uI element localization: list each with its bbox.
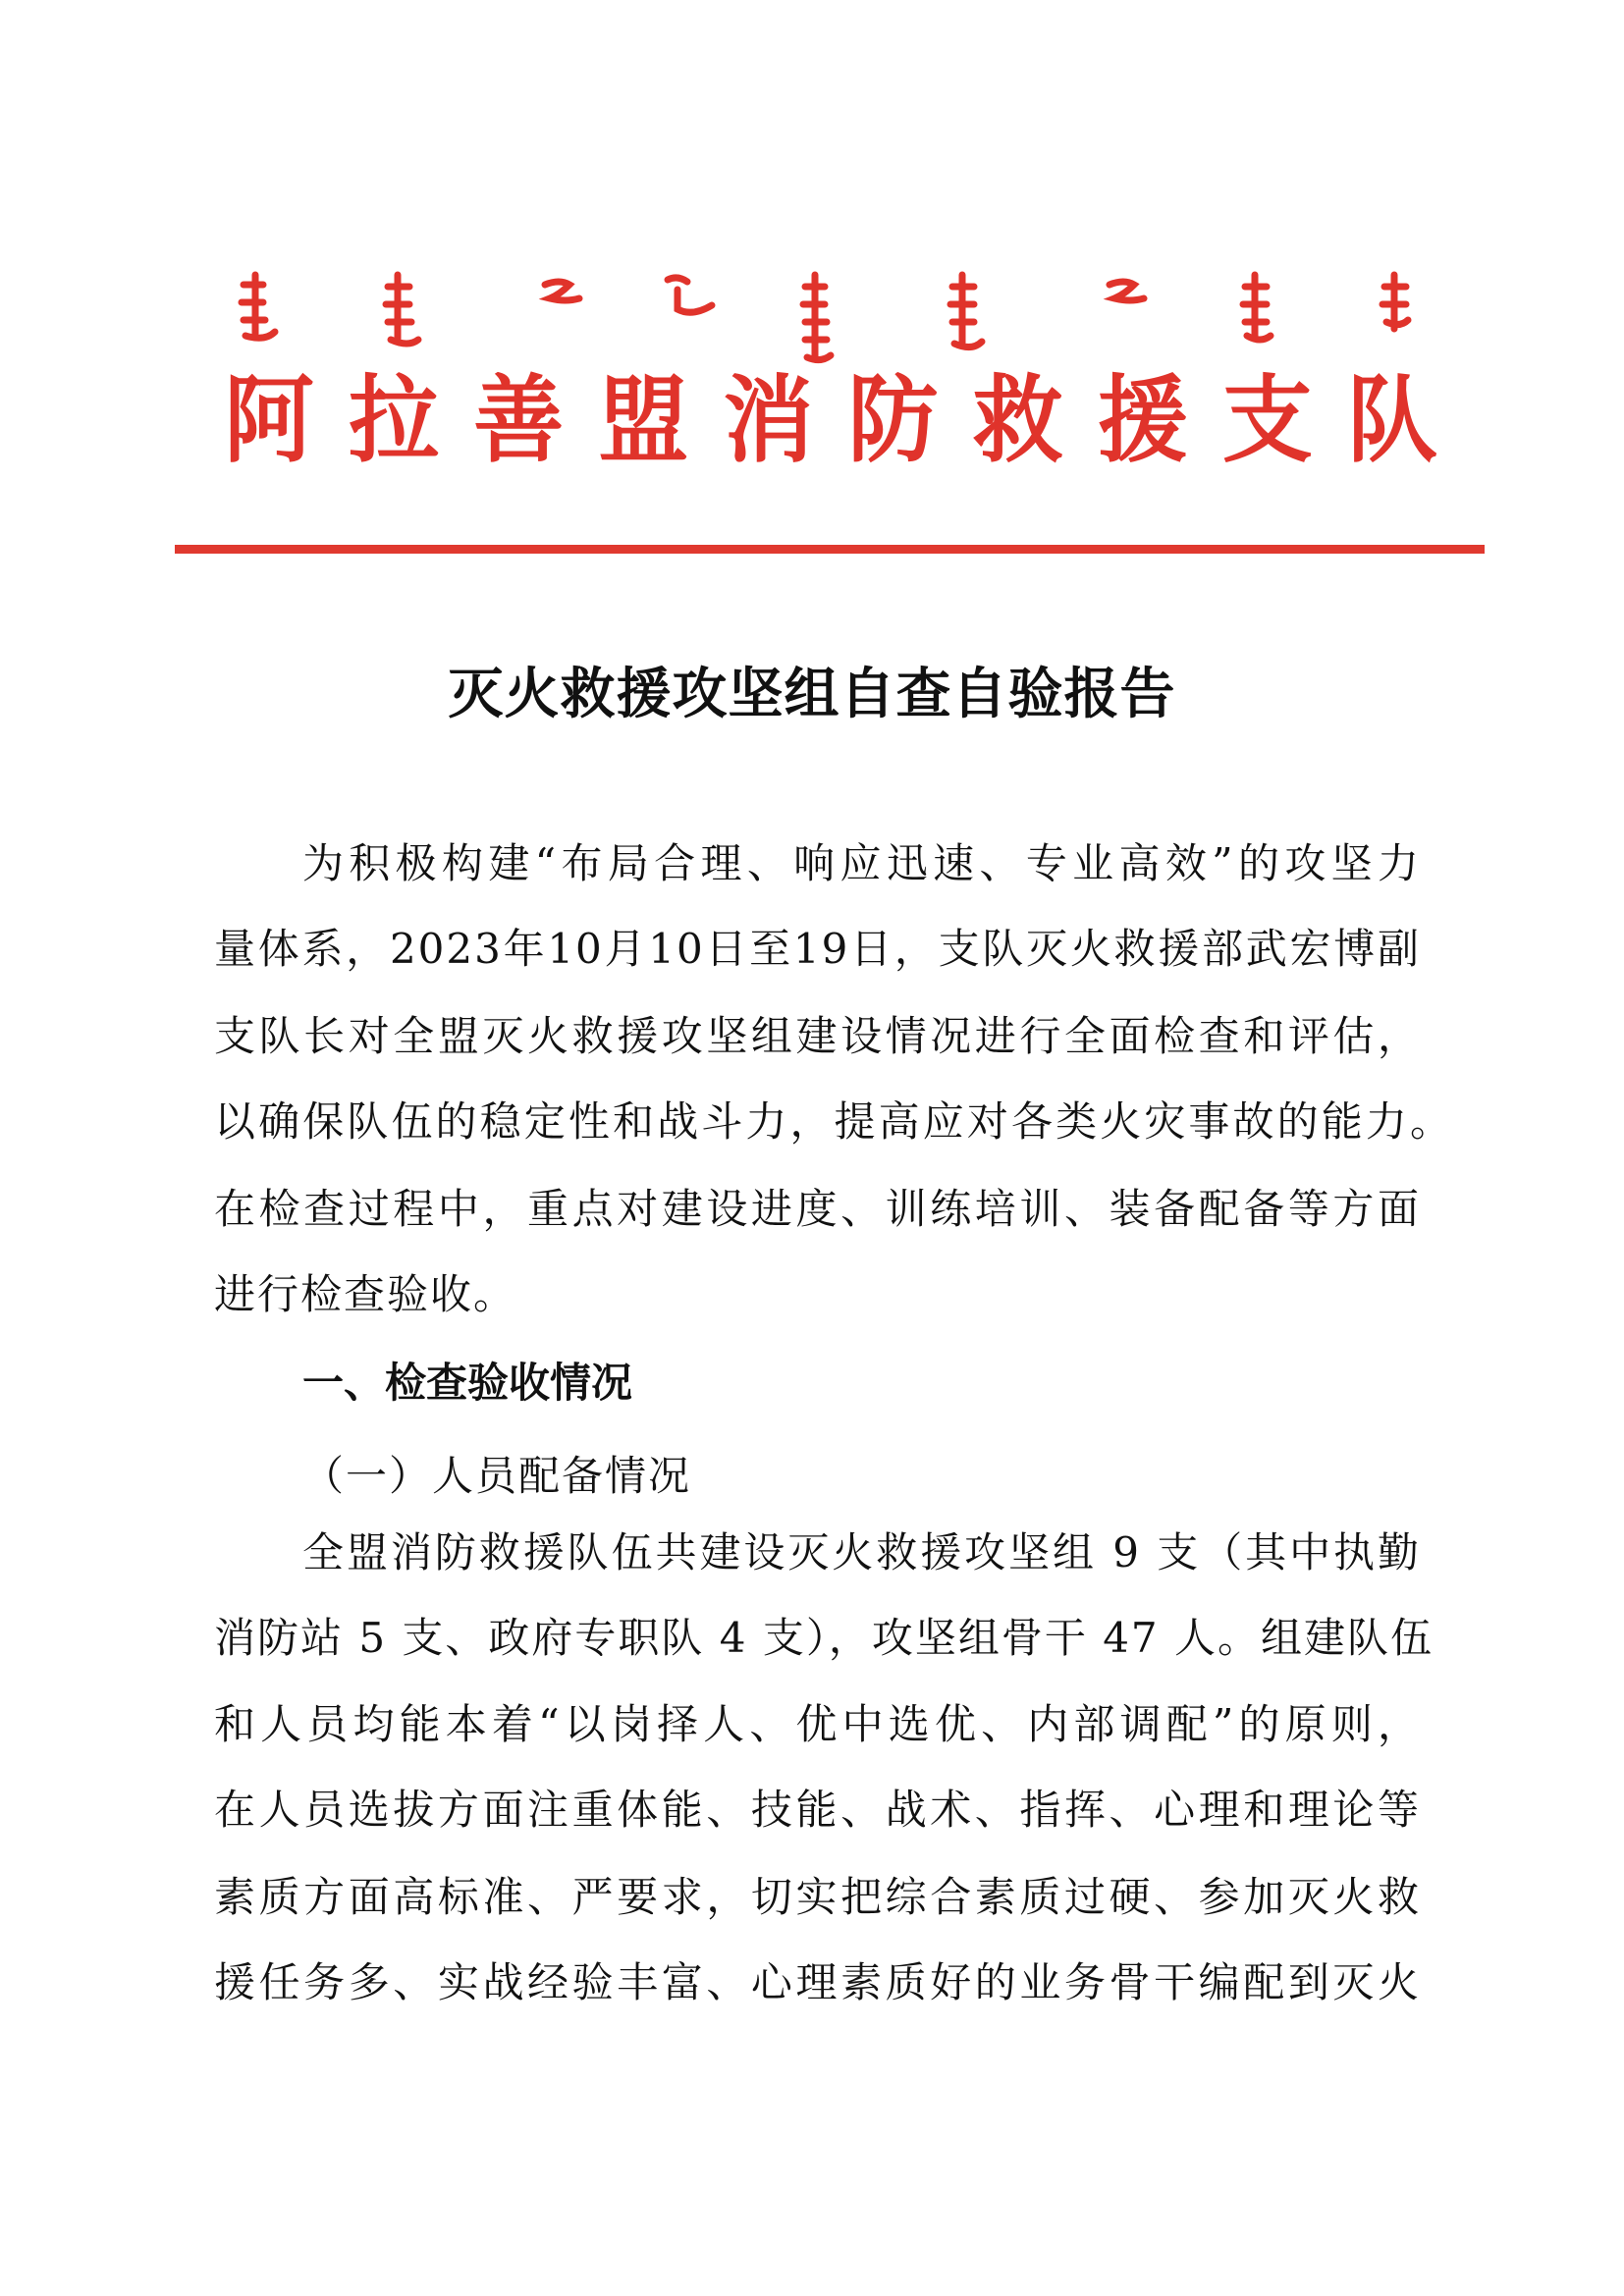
org-char: 拉: [349, 364, 440, 476]
paragraph-line: 全盟消防救援队伍共建设灭火救援攻坚组 9 支（其中执勤: [302, 1528, 1421, 1576]
section-heading: 一、检查验收情况: [302, 1359, 633, 1407]
org-char: 队: [1346, 364, 1437, 476]
org-char: 防: [847, 364, 939, 476]
paragraph-line: 为积极构建“布局合理、响应迅速、专业高效”的攻坚力: [302, 839, 1421, 887]
document-title: 灭火救援攻坚组自查自验报告: [448, 662, 1176, 726]
org-char: 援: [1097, 364, 1188, 476]
paragraph-line: 量体系，2023年10月10日至19日，支队灭火救援部武宏博副: [214, 925, 1421, 973]
paragraph-line: 以确保队伍的稳定性和战斗力，提高应对各类火灾事故的能力。: [214, 1097, 1453, 1146]
paragraph-line: 在检查过程中，重点对建设进度、训练培训、装备配备等方面: [214, 1185, 1421, 1233]
mongolian-script-logo: [226, 265, 1434, 373]
org-char: 救: [972, 364, 1063, 476]
subsection-heading: （一）人员配备情况: [302, 1452, 692, 1500]
org-char: 盟: [598, 364, 689, 476]
paragraph-line: 和人员均能本着“以岗择人、优中选优、内部调配”的原则，: [214, 1700, 1421, 1748]
paragraph-line: 在人员选拔方面注重体能、技能、战术、指挥、心理和理论等: [214, 1786, 1421, 1834]
paragraph-line: 素质方面高标准、严要求，切实把综合素质过硬、参加灭火救: [214, 1873, 1421, 1921]
paragraph-line: 消防站 5 支、政府专职队 4 支），攻坚组骨干 47 人。组建队伍: [214, 1614, 1434, 1662]
org-char: 消: [723, 364, 814, 476]
letterhead-divider: [175, 545, 1485, 554]
org-char: 善: [473, 364, 565, 476]
org-char: 支: [1221, 364, 1313, 476]
paragraph-line: 进行检查验收。: [214, 1270, 517, 1318]
organization-name: [224, 364, 1437, 476]
paragraph-line: 支队长对全盟灭火救援攻坚组建设情况进行全面检查和评估，: [214, 1012, 1421, 1060]
org-char: 阿: [224, 364, 315, 476]
paragraph-line: 援任务多、实战经验丰富、心理素质好的业务骨干编配到灭火: [214, 1958, 1421, 2006]
